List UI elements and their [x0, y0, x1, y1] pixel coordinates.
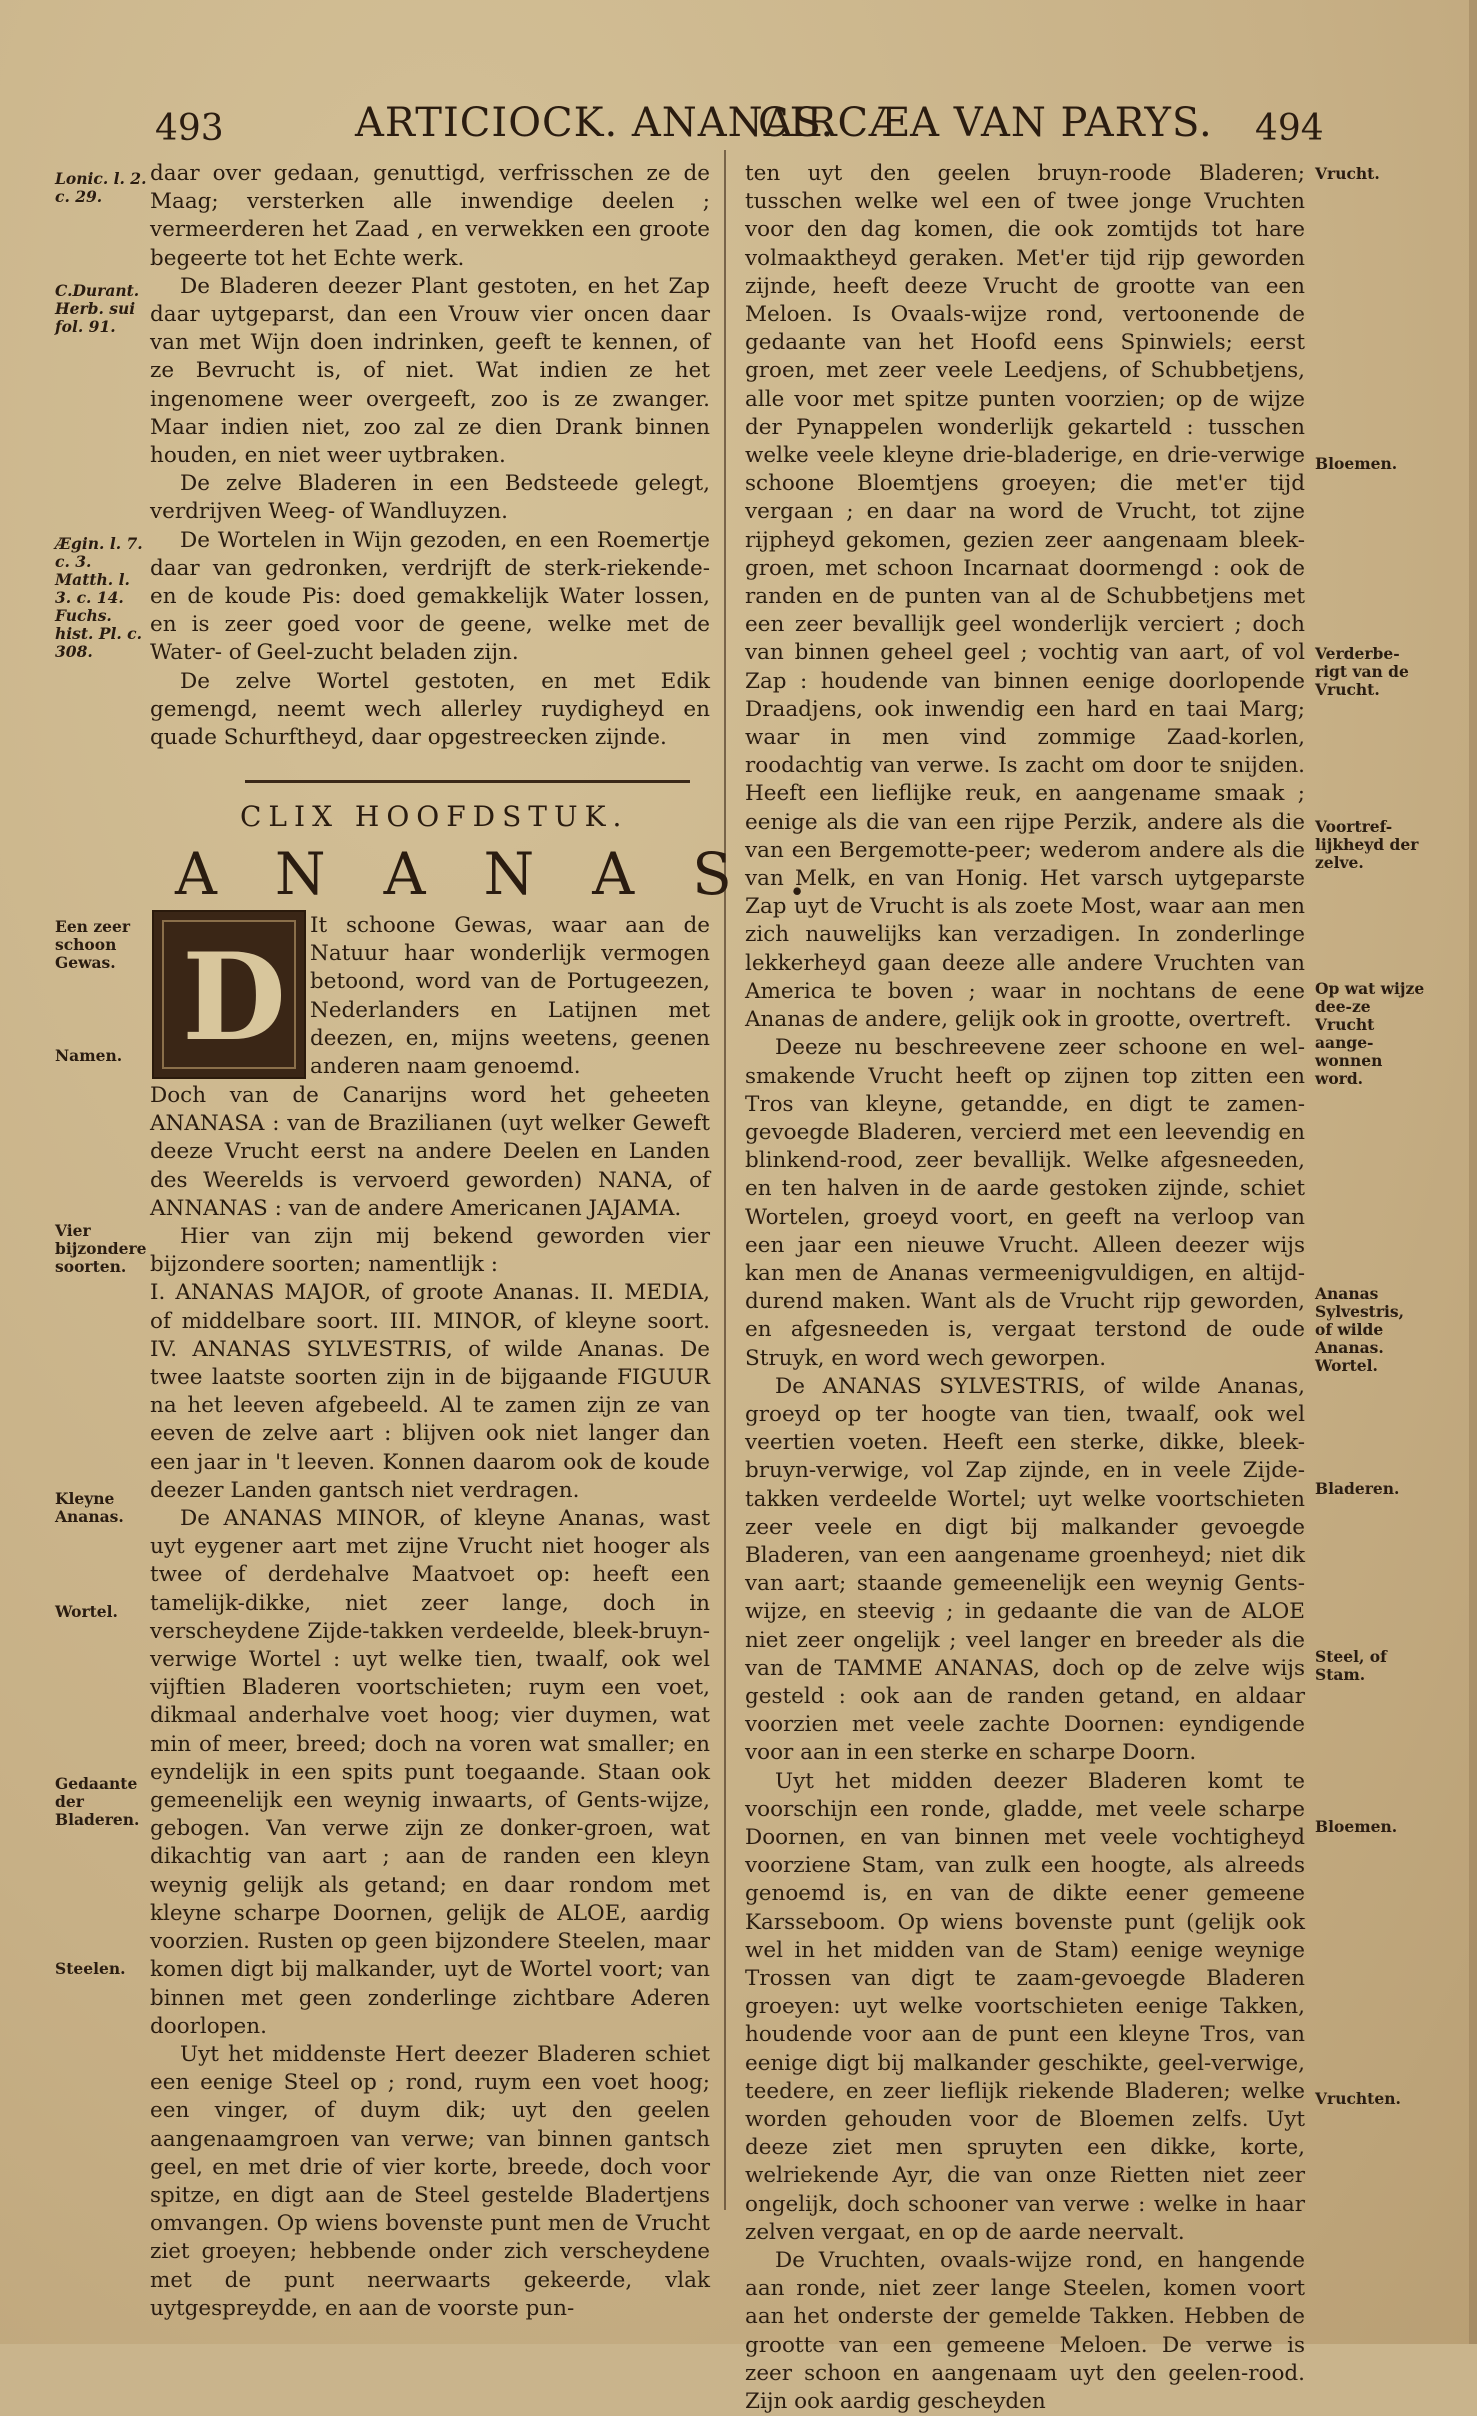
margin-note: Bloemen.: [1315, 1817, 1398, 1836]
left-column-upper: [150, 160, 710, 752]
chapter-intro: [310, 912, 710, 1081]
paragraph: De Wortelen in Wijn gezoden, en een Roemertje daar van gedronken, verdrijft de sterk-riekende- en de koude Pis: doed gemakkelijk Water lossen, en is zeer goed voor de geene, welke met de Water- of Geel-zucht beladen zijn.: [150, 527, 710, 666]
right-running-title: CIRCÆA VAN PARYS.: [758, 100, 1213, 146]
margin-note: Wortel.: [55, 1602, 118, 1621]
right-page-number: 494: [1255, 108, 1324, 149]
paragraph: Deeze nu beschreevene zeer schoone en wel-smakende Vrucht heeft op zijnen top zitten een Tros van kleyne, getandde, en digt te zamen-gevoegde Bladeren, vercierd met een leevendig en blinkend-rood, zeer bevallijk. Welke afgesneeden, en ten halven in de aarde gestoken zijnde, schiet Wortelen, groeyd voort, en geeft na verloop van een jaar een nieuwe Vrucht. Alleen deezer wijs kan men de Ananas vermeenigvuldigen, en altijd-durend maken. Want als de Vrucht rijp geworden, en afgesneeden is, vergaat terstond de oude Struyk, en word wech geworpen.: [745, 1035, 1305, 1371]
paragraph: De Vruchten, ovaals-wijze rond, en hangende aan ronde, niet zeer lange Steelen, komen voort aan het onderste der gemelde Takken. Hebben de grootte van een gemeene Meloen. De verwe is zeer schoon en aangenaam uyt den geelen-rood. Zijn ook aardig gescheyden: [745, 2248, 1305, 2415]
paragraph: I. ANANAS MAJOR, of groote Ananas. II. MEDIA, of middelbare soort. III. MINOR, of kleyne soort. IV. ANANAS SYLVESTRIS, of wilde Ananas. De twee laatste soorten zijn in de bijgaande FIGUUR na het leeven afgebeeld. Al te zamen zijn ze van eeven de zelve aart : blijven ook niet langer dan een jaar in 't leeven. Konnen daarom ook de koude deezer Landen gantsch niet verdragen.: [150, 1280, 710, 1503]
chapter-title: ANANAS.: [175, 840, 865, 908]
margin-note: Gedaante der Bladeren.: [55, 1774, 140, 1829]
right-column-body: [745, 160, 1305, 2416]
margin-note: Bloemen.: [1315, 454, 1398, 473]
paragraph: De ANANAS SYLVESTRIS, of wilde Ananas, groeyd op ter hoogte van tien, twaalf, ook wel veertien voeten. Heeft een sterke, dikke, bleek-bruyn-verwige, vol Zap zijnde, en in veele Zijde-takken verdeelde Wortel; uyt welke voortschieten zeer veele en digt bij malkander gevoegde Bladeren, van een aangename groenheyd; niet dik van aart; staande gemeenelijk een weynig Gents-wijze, en steevig ; in gedaante die van de ALOE niet zeer ongelijk ; veel langer en breeder als die van de TAMME ANANAS, doch op de zelve wijs gesteld : ook aan de randen getand, en aldaar voorzien met veele zachte Doornen: eyndigende voor aan in een sterke en scharpe Doorn.: [745, 1373, 1305, 1766]
initial-letter: D: [182, 927, 287, 1068]
column-divider: [724, 150, 726, 2210]
paragraph: De Bladeren deezer Plant gestoten, en het Zap daar uytgeparst, dan een Vrouw vier oncen daar van met Wijn doen indrinken, geeft te kennen, of ze Bevrucht is, of niet. Wat indien ze het ingenomene weer overgeeft, zoo is ze zwanger. Maar indien niet, zoo zal ze dien Drank binnen houden, en niet weer uytbraken.: [150, 273, 710, 469]
margin-note: Kleyne Ananas.: [55, 1489, 124, 1526]
margin-note: Steel, of Stam.: [1315, 1647, 1387, 1684]
paragraph: ten uyt den geelen bruyn-roode Bladeren; tusschen welke wel een of twee jonge Vruchten voor den dag komen, die ook zomtijds tot hare volmaaktheyd geraken. Met'er tijd rijp geworden zijnde, heeft deeze Vrucht de grootte van een Meloen. Is Ovaals-wijze rond, vertoonende de gedaante van het Hoofd eens Spinwiels; eerst groen, met zeer veele Leedjens, of Schubbetjens, alle voor met spitze punten voorzien; op de wijze der Pynappelen wonderlijk gekarteld : tusschen welke veele kleyne drie-bladerige, en drie-verwige schoone Bloemtjens groeyen; die met'er tijd vergaan ; en daar na word de Vrucht, tot zijne rijpheyd gekomen, gezien zeer aangenaam bleek-groen, met schoon Incarnaat doormengd : ook de randen en de punten van al de Schubbetjens met een zeer bevallijk geel wonderlijk verciert ; doch van binnen geheel geel ; vochtig van aart, of vol Zap : houdende van binnen eenige doorlopende Draadjens, ook inwendig een hard en taai Marg; waar in men vind zommige Zaad-korlen, roodachtig van verwe. Is zacht om door te snijden. Heeft een lieflijke reuk, en aangename smaak ; eenige als die van een rijpe Perzik, andere als die van een Bergemotte-peer; wederom andere als die van Melk, en van Honig. Het varsch uytgeparste Zap uyt de Vrucht is als zoete Most, waar aan men zich nauwelijks kan verzadigen. In zonderlinge lekkerheyd gaan deeze alle andere Vruchten van America te boven ; waar in nochtans de eene Ananas de andere, gelijk ook in grootte, overtreft.: [745, 161, 1305, 1033]
paragraph: Hier van zijn mij bekend geworden vier bijzondere soorten; namentlijk :: [150, 1224, 710, 1278]
margin-note: Bladeren.: [1315, 1479, 1400, 1498]
margin-ref: C.Durant. Herb. sui fol. 91.: [55, 281, 140, 336]
margin-note: Verderbe-rigt van de Vrucht.: [1315, 644, 1409, 699]
margin-ref: Lonic. l. 2. c. 29.: [55, 169, 147, 206]
paragraph: daar over gedaan, genuttigd, verfrisschen ze de Maag; versterken alle inwendige deelen ; vermeerderen het Zaad , en verwekken een groote begeerte tot het Echte werk.: [150, 161, 710, 271]
paragraph: Doch van de Canarijns word het geheeten ANANASA : van de Brazilianen (uyt welker Geweft deeze Vrucht eerst na andere Deelen en Landen des Weerelds is vervoerd geworden) NANA, of ANNANAS : van de andere Americanen JAJAMA.: [150, 1083, 710, 1221]
chapter-heading: CLIX HOOFDSTUK.: [240, 800, 629, 833]
margin-note: Steelen.: [55, 1959, 126, 1978]
margin-note: Vruchten.: [1315, 2089, 1401, 2108]
left-page-number: 493: [155, 108, 224, 149]
margin-note: Een zeer schoon Gewas.: [55, 917, 131, 972]
decorated-initial: [152, 910, 306, 1079]
paragraph: De zelve Wortel gestoten, en met Edik gemengd, neemt wech allerley ruydigheyd en quade Schurftheyd, daar opgestreecken zijnde.: [150, 668, 710, 751]
margin-ref: Ægin. l. 7. c. 3. Matth. l. 3. c. 14. Fuchs. hist. Pl. c. 308.: [55, 534, 143, 661]
left-running-title: ARTICIOCK. ANANAS.: [355, 100, 835, 146]
paragraph: De zelve Bladeren in een Bedsteede gelegt, verdrijven Weeg- of Wandluyzen.: [150, 471, 710, 525]
margin-note: Vier bijzondere soorten.: [55, 1221, 147, 1276]
paragraph: Uyt het middenste Hert deezer Bladeren schiet een eenige Steel op ; rond, ruym een voet hoog; een vinger, of duym dik; uyt den geelen aangenaamgroen van verwe; van binnen gantsch geel, en met drie of vier korte, breede, doch voor spitze, en digt aan de Steel gestelde Bladertjens omvangen. Op wiens bovenste punt men de Vrucht ziet groeyen; hebbende onder zich verscheydene met de punt neerwaarts gekeerde, vlak uytgespreydde, en aan de voorste pun-: [150, 2041, 710, 2321]
paragraph: Uyt het midden deezer Bladeren komt te voorschijn een ronde, gladde, met veele scharpe Doornen, en van binnen met veele vochtigheyd voorziene Stam, van zulk een hoogte, als alreeds genoemd is, en van de dikte eener gemeene Karsseboom. Op wiens bovenste punt (gelijk ook wel in het midden van de Stam) eenige weynige Trossen van digt te zaam-gevoegde Bladeren groeyen: uyt welke voortschieten eenige Takken, houdende voor aan de punt een kleyne Tros, van eenige digt bij malkander geschikte, geel-verwige, teedere, en zeer lieflijk riekende Bladeren; welke worden gehouden voor de Bloemen zelfs. Uyt deeze ziet men spruyten een dikke, korte, welriekende Ayr, die van onze Rietten niet zeer ongelijk, doch schooner van verwe : welke in haar zelven vergaat, en op de aarde neervalt.: [745, 1768, 1305, 2245]
margin-note: Voortref-lijkheyd der zelve.: [1315, 817, 1419, 872]
paragraph: It schoone Gewas, waar aan de Natuur haar wonderlijk vermogen betoond, word van de Portugeezen, Nederlanders en Latijnen met deezen, en, mijns weetens, geenen anderen naam genoemd.: [310, 913, 710, 1080]
margin-note: Vrucht.: [1315, 164, 1380, 183]
margin-note: Op wat wijze dee-ze Vrucht aange-wonnen word.: [1315, 979, 1425, 1088]
paragraph: De ANANAS MINOR, of kleyne Ananas, wast uyt eygener aart met zijne Vrucht niet hooger als twee of derdehalve Maatvoet op: heeft een tamelijk-dikke, niet zeer lange, doch in verscheydene Zijde-takken verdeelde, bleek-bruyn-verwige Wortel : uyt welke tien, twaalf, ook wel vijftien Bladeren voortschieten; ruym een voet, dikmaal anderhalve voet hoog; vier duymen, wat min of meer, breed; doch na voren wat smaller; en eyndelijk in een spits punt toegaande. Staan ook gemeenelijk een weynig inwaarts, of Gents-wijze, gebogen. Van verwe zijn ze donker-groen, wat dikachtig van aart ; aan de randen een kleyn weynig gelijk als getand; en daar rondom met kleyne scharpe Doornen, gelijk de ALOE, aardig voorzien. Rusten op geen bijzondere Steelen, maar komen digt bij malkander, uyt de Wortel voort; van binnen met geen zonderlinge zichtbare Aderen doorlopen.: [150, 1506, 710, 2039]
left-column-body: [150, 1082, 710, 2323]
margin-note: Ananas Sylvestris, of wilde Ananas. Wortel.: [1315, 1284, 1405, 1375]
page-edge: [1469, 0, 1477, 2344]
chapter-rule: [245, 780, 690, 783]
margin-note: Namen.: [55, 1046, 123, 1065]
